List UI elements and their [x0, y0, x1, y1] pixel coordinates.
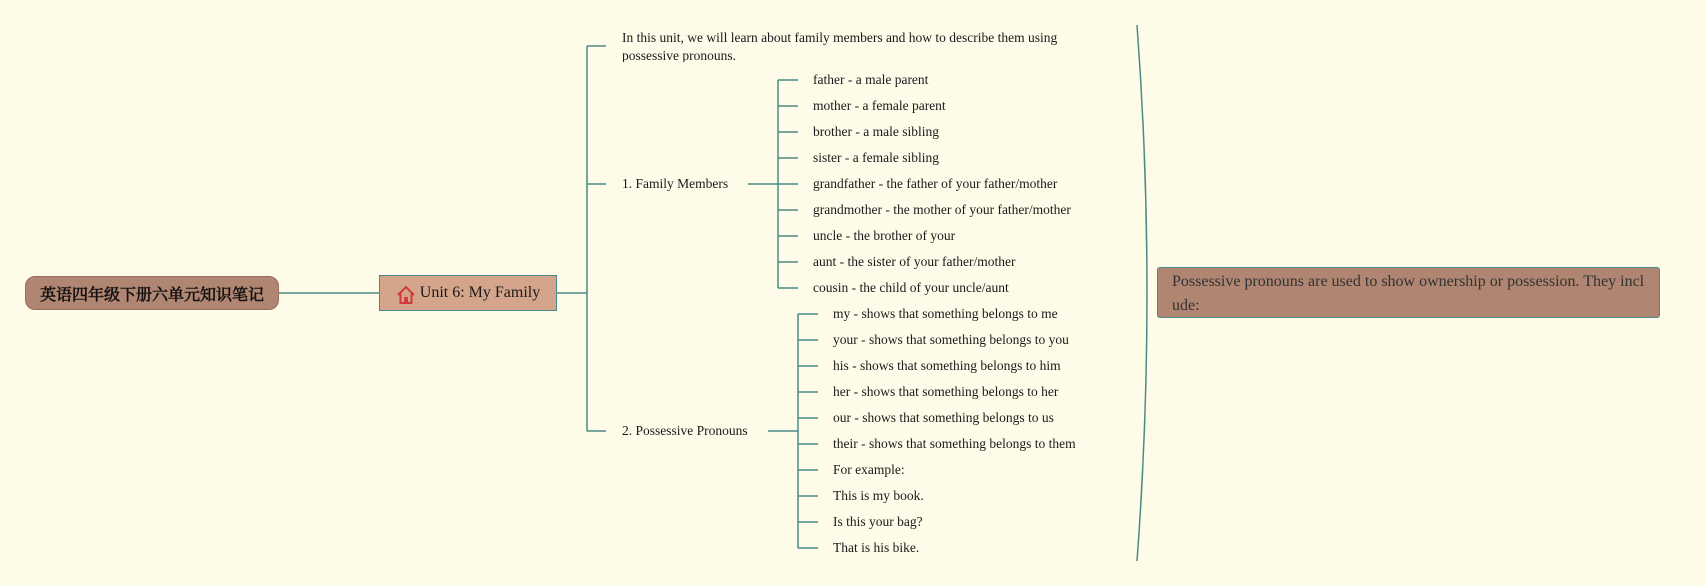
family-item[interactable]: cousin - the child of your uncle/aunt [813, 280, 1009, 295]
pronoun-item[interactable]: her - shows that something belongs to her [833, 384, 1059, 399]
pronoun-item[interactable]: This is my book. [833, 488, 924, 503]
pronoun-item[interactable]: your - shows that something belongs to you [833, 332, 1069, 347]
family-item[interactable]: aunt - the sister of your father/mother [813, 254, 1016, 269]
pronoun-item[interactable]: my - shows that something belongs to me [833, 306, 1058, 321]
family-item[interactable]: uncle - the brother of your [813, 228, 956, 243]
family-item[interactable]: sister - a female sibling [813, 150, 939, 165]
pronoun-item[interactable]: our - shows that something belongs to us [833, 410, 1054, 425]
root-title: 英语四年级下册六单元知识笔记 [39, 284, 264, 304]
pronoun-item[interactable]: their - shows that something belongs to them [833, 436, 1076, 451]
home-icon [396, 285, 416, 305]
family-members-node[interactable]: 1. Family Members [622, 176, 729, 191]
root-node[interactable] [25, 276, 279, 310]
summary-note[interactable]: Possessive pronouns are used to show ownership or possession. They include: [1157, 267, 1660, 318]
family-item[interactable]: grandfather - the father of your father/mother [813, 176, 1058, 191]
pronoun-item[interactable]: For example: [833, 462, 905, 477]
family-item[interactable]: brother - a male sibling [813, 124, 939, 139]
pronoun-item[interactable]: his - shows that something belongs to him [833, 358, 1061, 373]
pronoun-item[interactable]: That is his bike. [833, 540, 920, 555]
family-item[interactable]: mother - a female parent [813, 98, 946, 113]
unit-title: Unit 6: My Family [419, 284, 541, 301]
family-item[interactable]: grandmother - the mother of your father/mother [813, 202, 1071, 217]
possessive-pronouns-node[interactable]: 2. Possessive Pronouns [622, 423, 748, 438]
unit-node[interactable] [379, 275, 557, 311]
family-item[interactable]: father - a male parent [813, 72, 929, 87]
intro-node[interactable]: In this unit, we will learn about family members and how to describe them using possessive pronouns. [622, 30, 1058, 62]
pronoun-item[interactable]: Is this your bag? [833, 514, 923, 529]
